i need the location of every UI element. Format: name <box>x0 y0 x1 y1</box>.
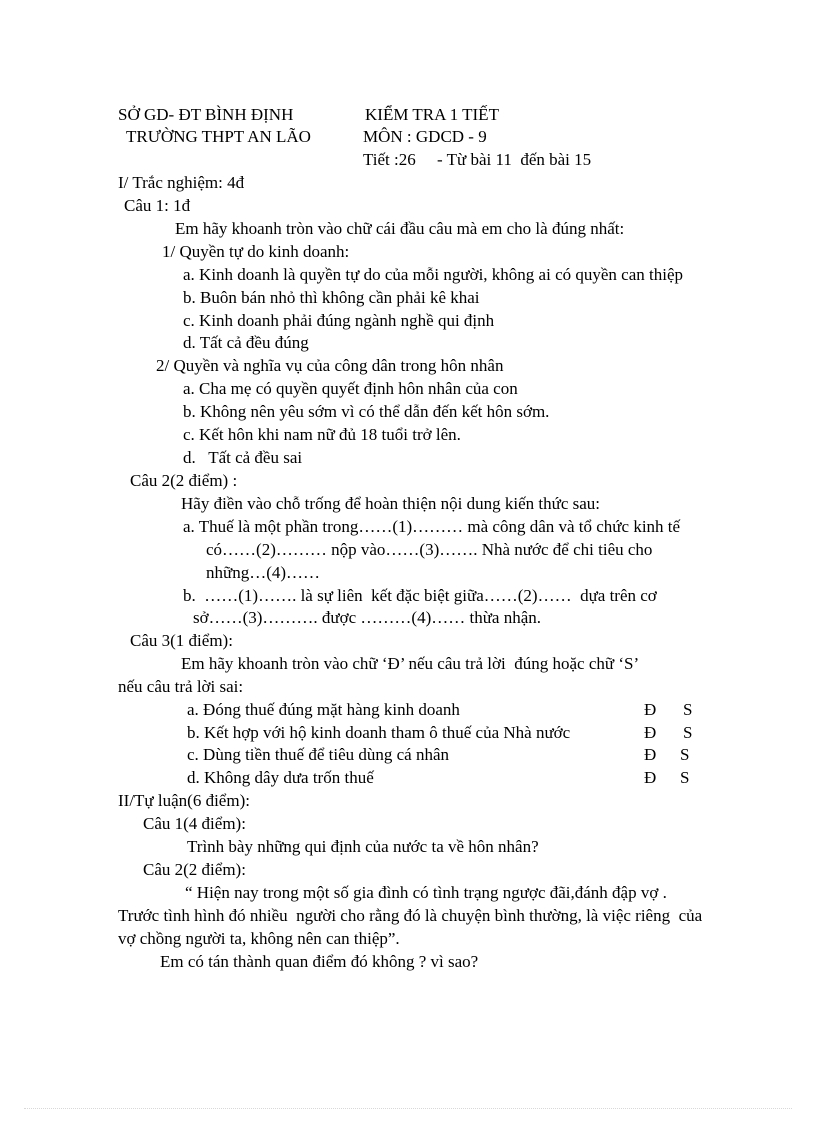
question3-instruction-line1: Em hãy khoanh tròn vào chữ ‘Đ’ nếu câu trả lời đúng hoặc chữ ‘S’ <box>181 654 640 673</box>
question3-item-c-false[interactable]: S <box>680 745 690 764</box>
essay1-question: Trình bày những qui định của nước ta về hôn nhân? <box>187 837 539 856</box>
question1-sub1-option-b: b. Buôn bán nhỏ thì không cần phải kê khai <box>183 288 480 307</box>
question1-sub2-option-b: b. Không nên yêu sớm vì có thể dẫn đến kết hôn sớm. <box>183 402 550 421</box>
question1-sub1-option-c: c. Kinh doanh phải đúng ngành nghề qui định <box>183 311 495 330</box>
question1-sub2-option-c: c. Kết hôn khi nam nữ đủ 18 tuổi trở lên. <box>183 425 461 444</box>
question2-b-line1: b. ……(1)……. là sự liên kết đặc biệt giữa……(2)…… dựa trên cơ <box>183 586 657 605</box>
question3-item-a-true[interactable]: Đ <box>644 700 657 719</box>
question2-b-line2: sở……(3)………. được ………(4)…… thừa nhận. <box>193 608 542 627</box>
question3-item-b-true[interactable]: Đ <box>644 723 657 742</box>
exam-lesson-range: Tiết :26 - Từ bài 11 đến bài 15 <box>363 150 592 169</box>
essay2-question: Em có tán thành quan điểm đó không ? vì sao? <box>160 952 479 971</box>
question3-item-d: d. Không dây dưa trốn thuế <box>187 768 374 787</box>
school-name: TRƯỜNG THPT AN LÃO <box>126 127 311 146</box>
question3-instruction-line2: nếu câu trả lời sai: <box>118 677 244 696</box>
question1-sub1-title: 1/ Quyền tự do kinh doanh: <box>162 242 350 261</box>
exam-title: KIỂM TRA 1 TIẾT <box>365 105 499 124</box>
essay2-heading: Câu 2(2 điểm): <box>143 860 246 879</box>
question3-item-c-true[interactable]: Đ <box>644 745 657 764</box>
question2-a-line3: những…(4)…… <box>206 563 321 582</box>
part1-heading: I/ Trắc nghiệm: 4đ <box>118 173 245 192</box>
exam-subject: MÔN : GDCD - 9 <box>363 127 487 146</box>
essay2-quote-line2: Trước tình hình đó nhiều người cho rằng đó là chuyện bình thường, là việc riêng của <box>118 906 703 925</box>
question1-sub1-option-d: d. Tất cả đều đúng <box>183 333 309 352</box>
question1-sub2-option-a: a. Cha mẹ có quyền quyết định hôn nhân của con <box>183 379 518 398</box>
question3-item-a-false[interactable]: S <box>683 700 693 719</box>
question1-sub2-title: 2/ Quyền và nghĩa vụ của công dân trong hôn nhân <box>156 356 504 375</box>
question3-heading: Câu 3(1 điểm): <box>130 631 233 650</box>
essay1-heading: Câu 1(4 điểm): <box>143 814 246 833</box>
question1-sub1-option-a: a. Kinh doanh là quyền tự do của mỗi người, không ai có quyền can thiệp <box>183 265 683 284</box>
part2-heading: II/Tự luận(6 điểm): <box>118 791 250 810</box>
question2-a-line1: a. Thuế là một phần trong……(1)……… mà công dân và tổ chức kinh tế <box>183 517 681 536</box>
question3-item-d-true[interactable]: Đ <box>644 768 657 787</box>
question3-item-c: c. Dùng tiền thuế để tiêu dùng cá nhân <box>187 745 450 764</box>
question1-sub2-option-d: d. Tất cả đều sai <box>183 448 303 467</box>
question3-item-a: a. Đóng thuế đúng mặt hàng kinh doanh <box>187 700 460 719</box>
essay2-quote-line1: “ Hiện nay trong một số gia đình có tình trạng ngược đãi,đánh đập vợ . <box>185 883 667 902</box>
department-name: SỞ GD- ĐT BÌNH ĐỊNH <box>118 105 294 124</box>
page-bottom-divider <box>24 1108 792 1109</box>
question1-heading: Câu 1: 1đ <box>124 196 191 215</box>
question2-a-line2: có……(2)……… nộp vào……(3)……. Nhà nước để chi tiêu cho <box>206 540 653 559</box>
question2-instruction: Hãy điền vào chỗ trống để hoàn thiện nội dung kiến thức sau: <box>181 494 601 513</box>
question2-heading: Câu 2(2 điểm) : <box>130 471 238 490</box>
question3-item-b-false[interactable]: S <box>683 723 693 742</box>
question3-item-b: b. Kết hợp với hộ kinh doanh tham ô thuế của Nhà nước <box>187 723 571 742</box>
question1-instruction: Em hãy khoanh tròn vào chữ cái đầu câu mà em cho là đúng nhất: <box>175 219 625 238</box>
question3-item-d-false[interactable]: S <box>680 768 690 787</box>
essay2-quote-line3: vợ chồng người ta, không nên can thiệp”. <box>118 929 400 948</box>
